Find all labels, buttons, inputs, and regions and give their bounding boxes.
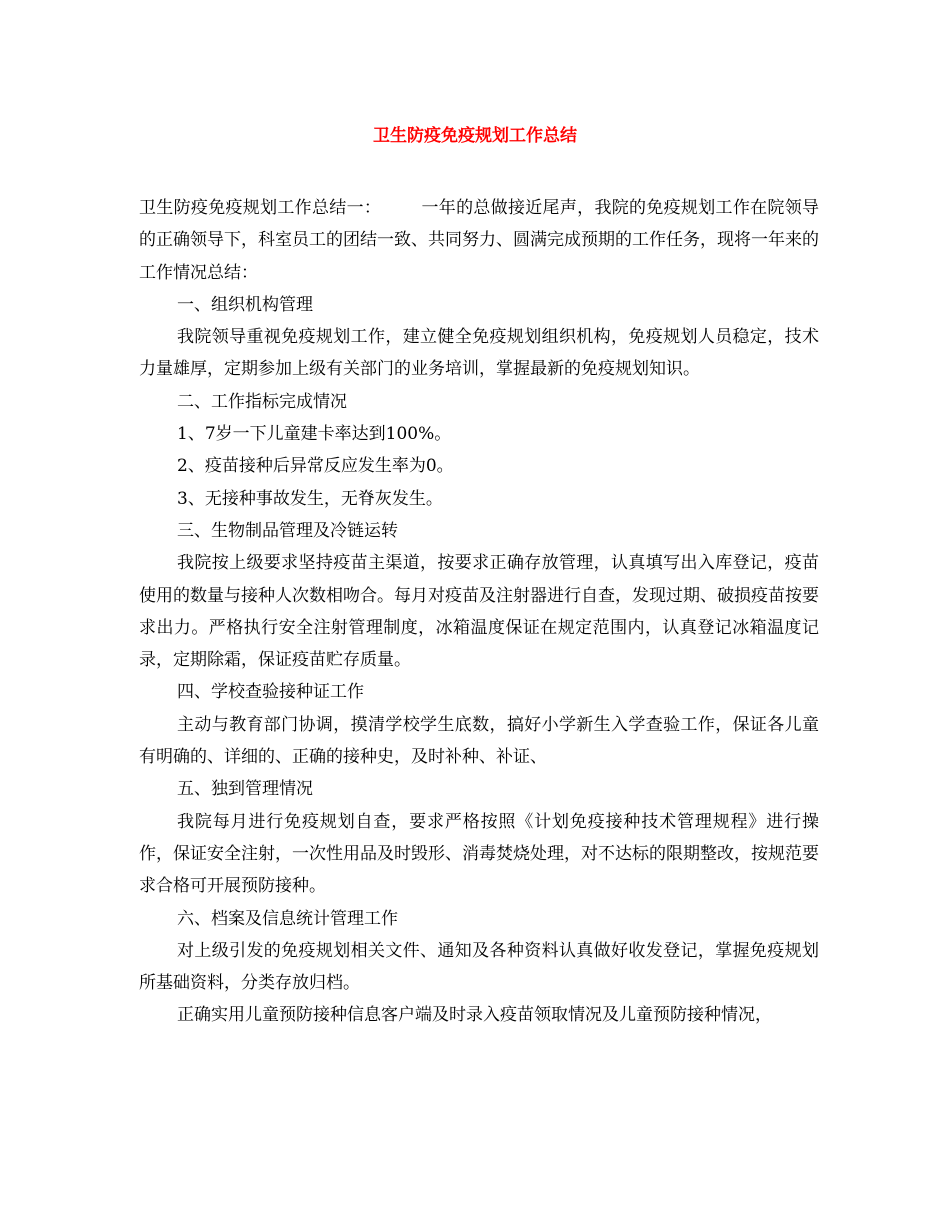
- list-item-indicator-1: 1、7岁一下儿童建卡率达到100%。: [177, 424, 452, 445]
- section-heading-archives: 六、档案及信息统计管理工作: [177, 908, 398, 929]
- section-heading-organization: 一、组织机构管理: [177, 294, 313, 315]
- paragraph-organization: 我院领导重视免疫规划工作，建立健全免疫规划组织机构，免疫规划人员稳定，技术力量雄厚，定期参加上级有关部门的业务培训，掌握最新的免疫规划知识。: [139, 327, 819, 380]
- document-body: [139, 192, 819, 1032]
- section-heading-biologics: 三、生物制品管理及冷链运转: [177, 520, 398, 541]
- paragraph-school: 主动与教育部门协调，摸清学校学生底数，搞好小学新生入学查验工作，保证各儿童有明确的、详细的、正确的接种史，及时补种、补证、: [139, 714, 819, 768]
- list-item-indicator-2: 2、疫苗接种后异常反应发生率为0。: [177, 456, 454, 477]
- section-heading-indicators: 二、工作指标完成情况: [177, 391, 347, 412]
- paragraph-archives: 对上级引发的免疫规划相关文件、通知及各种资料认真做好收发登记，掌握免疫规划所基础资料，分类存放归档。: [139, 940, 819, 994]
- paragraph-client: 正确实用儿童预防接种信息客户端及时录入疫苗领取情况及儿童预防接种情况，: [177, 1005, 772, 1026]
- document-title: 卫生防疫免疫规划工作总结: [373, 126, 577, 146]
- section-heading-management: 五、独到管理情况: [177, 779, 313, 800]
- intro-lead: 卫生防疫免疫规划工作总结一：: [139, 198, 382, 218]
- intro-text: 一年的总做接近尾声，我院的免疫规划工作在院领导的正确领导下，科室员工的团结一致、共同努力、圆满完成预期的工作任务，现将一年来的工作情况总结：: [139, 198, 820, 283]
- section-heading-school: 四、学校查验接种证工作: [177, 682, 364, 703]
- list-item-indicator-3: 3、无接种事故发生，无脊灰发生。: [177, 488, 443, 509]
- paragraph-management: 我院每月进行免疫规划自查，要求严格按照《计划免疫接种技术管理规程》进行操作，保证安全注射，一次性用品及时毁形、消毒焚烧处理，对不达标的限期整改，按规范要求合格可开展预防接种。: [139, 811, 819, 897]
- paragraph-biologics: 我院按上级要求坚持疫苗主渠道，按要求正确存放管理，认真填写出入库登记，疫苗使用的数量与接种人次数相吻合。每月对疫苗及注射器进行自查，发现过期、破损疫苗按要求出力。严格执行安全注射管理制度，冰箱温度保证在规定范围内，认真登记冰箱温度记录，定期除霜，保证疫苗贮存质量。: [139, 553, 819, 671]
- intro-paragraph: [139, 192, 819, 289]
